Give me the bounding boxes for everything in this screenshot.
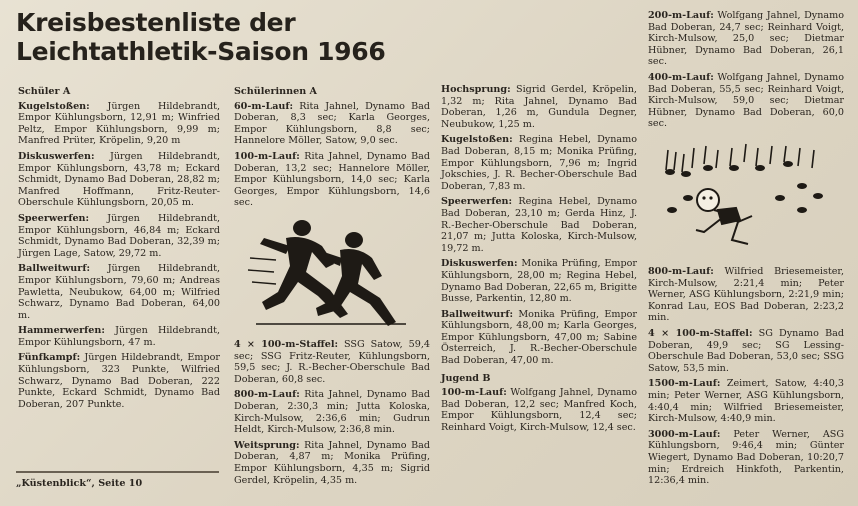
discipline-label: Diskuswerfen: (18, 150, 95, 162)
column-4-top (648, 10, 844, 134)
column-1 (18, 84, 220, 414)
column-divider (16, 471, 219, 473)
discipline-label: 4 × 100-m-Staffel: (648, 327, 753, 339)
column-2-top-entries (234, 101, 430, 209)
column-3 (441, 84, 637, 438)
discipline-label: 60-m-Lauf: (234, 100, 294, 112)
column-3-bottom-entries (441, 387, 637, 433)
discipline-label: 100-m-Lauf: (441, 387, 507, 399)
result-entry (648, 72, 844, 130)
section-heading-schuelerinnen-a: Schülerinnen A (234, 86, 317, 97)
column-2-top (234, 84, 430, 213)
discipline-label: Kugelstoßen: (441, 134, 513, 146)
result-entry (234, 339, 430, 385)
result-text: Regina Hebel, Dynamo Bad Doberan, 23,10 m; Gerda Hinz, J. R.-Becher-Oberschule Bad Doberan, 21,07 m; Jutta Koloska, Kirch-Mulsow, 19,72 m. (441, 196, 637, 254)
result-entry (441, 134, 637, 192)
result-entry (18, 101, 220, 147)
section-heading-jugend-b: Jugend B (441, 372, 491, 384)
result-entry (234, 101, 430, 147)
result-text: Rita Jahnel, Dynamo Bad Doberan, 13,2 sec; Hannelore Möller, Empor Kühlungsborn, 14,0 sec; Karla Georges, Empor Kühlungsborn, 14,6 sec. (234, 150, 430, 209)
result-text: Wolfgang Jahnel, Dynamo Bad Doberan, 55,5 sec; Reinhard Voigt, Kirch-Mulsow, 59,0 sec; Dietmar Hübner, Dynamo Bad Doberan, 60,0 sec. (648, 71, 844, 130)
result-entry (648, 266, 844, 324)
article-title: Kreisbestenliste der Leichtathletik-Saison 1966 (16, 8, 386, 66)
discipline-label: Speerwerfen: (18, 212, 90, 224)
discipline-label: 1500-m-Lauf: (648, 378, 721, 390)
result-text: Wolfgang Jahnel, Dynamo Bad Doberan, 12,2 sec; Manfred Koch, Empor Kühlungsborn, 12,4 sec; Reinhard Voigt, Kirch-Mulsow, 12,4 sec. (441, 387, 637, 434)
column-2-bottom (234, 339, 430, 490)
result-entry (18, 325, 220, 348)
result-text: SG Dynamo Bad Doberan, 49,9 sec; SG Lessing-Oberschule Bad Doberan, 53,0 sec; SSG Satow, 53,5 min. (648, 327, 844, 374)
result-entry (234, 440, 430, 486)
result-entry (441, 387, 637, 433)
discipline-label: 200-m-Lauf: (648, 10, 714, 21)
result-text: Jürgen Hildebrandt, Empor Kühlungsborn, 43,78 m; Eckard Schmidt, Dynamo Bad Doberan, 28,82 m; Manfred Hoffmann, Fritz-Reuter-Oberschule Kühlungsborn, 20,05 m. (18, 150, 220, 209)
result-entry (18, 213, 220, 259)
result-text: Rita Jahnel, Dynamo Bad Doberan, 4,87 m; Monika Prüfing, Empor Kühlungsborn, 4,35 m; Sigrid Gerdel, Kröpelin, 4,35 m. (234, 439, 430, 486)
result-text: Jürgen Hildebrandt, Empor Kühlungsborn, 47 m. (18, 325, 220, 348)
cartoon-runner-illustration (652, 140, 842, 250)
result-text: Sigrid Gerdel, Kröpelin, 1,32 m; Rita Jahnel, Dynamo Bad Doberan, 1,26 m, Gundula Degner, Neubukow, 1,25 m. (441, 84, 637, 130)
result-text: Jürgen Hildebrandt, Empor Kühlungsborn, 46,84 m; Eckard Schmidt, Dynamo Bad Doberan, 32,39 m; Jürgen Lage, Satow, 29,72 m. (18, 212, 220, 259)
result-text: Jürgen Hildebrandt, Empor Kühlungsborn, 323 Punkte, Wilfried Schwarz, Dynamo Bad Doberan, 222 Punkte, Eckard Schmidt, Dynamo Bad Doberan, 207 Punkte. (18, 352, 220, 410)
section-heading-schueler-a: Schüler A (18, 86, 71, 97)
discipline-label: 400-m-Lauf: (648, 71, 714, 83)
result-text: Rita Jahnel, Dynamo Bad Doberan, 8,3 sec; Karla Georges, Empor Kühlungsborn, 8,8 sec; Hannelore Möller, Satow, 9,0 sec. (234, 100, 430, 147)
result-text: Jürgen Hildebrandt, Empor Kühlungsborn, 79,60 m; Andreas Pawletta, Neubukow, 64,00 m; Wilfried Schwarz, Dynamo Bad Doberan, 64,00 m. (18, 263, 220, 321)
footer-source: „Küstenblick“, Seite 10 (16, 478, 143, 489)
result-entry (441, 196, 637, 254)
result-entry (648, 10, 844, 68)
result-entry (441, 258, 637, 304)
result-entry (441, 309, 637, 367)
discipline-label: 100-m-Lauf: (234, 150, 300, 162)
discipline-label: Diskuswerfen: (441, 258, 518, 270)
result-text: Rita Jahnel, Dynamo Bad Doberan, 2:30,3 min; Jutta Koloska, Kirch-Mulsow, 2:36,6 min; Gudrun Heldt, Kirch-Mulsow, 2:36,8 min. (234, 389, 430, 436)
discipline-label: Fünfkampf: (18, 352, 81, 364)
result-entry (648, 328, 844, 374)
discipline-label: 800-m-Lauf: (648, 266, 714, 277)
column-4-bottom (648, 266, 844, 491)
discipline-label: Speerwerfen: (441, 196, 513, 208)
result-text: Jürgen Hildebrandt, Empor Kühlungsborn, 12,91 m; Winfried Peltz, Empor Kühlungsborn, 9,99 m; Manfred Prüter, Kröpelin, 9,20 m (18, 100, 220, 147)
discipline-label: Hammerwerfen: (18, 325, 105, 337)
column-4-bottom-entries (648, 266, 844, 487)
result-text: Wolfgang Jahnel, Dynamo Bad Doberan, 24,7 sec; Reinhard Voigt, Kirch-Mulsow, 25,0 sec; Dietmar Hübner, Dynamo Bad Doberan, 26,1 sec. (648, 10, 844, 68)
discipline-label: Ballweitwurf: (441, 308, 514, 320)
discipline-label: 3000-m-Lauf: (648, 428, 721, 440)
result-entry (441, 84, 637, 130)
result-text: Zeimert, Satow, 4:40,3 min; Peter Werner, ASG Kühlungsborn, 4:40,4 min; Wilfried Briesemeister, Kirch-Mulsow, 4:40,9 min. (648, 378, 844, 425)
result-entry (18, 352, 220, 410)
discipline-label: Ballweitwurf: (18, 263, 91, 275)
column-1-entries (18, 101, 220, 411)
result-text: Monika Prüfing, Empor Kühlungsborn, 48,00 m; Karla Georges, Empor Kühlungsborn, 47,00 m; Sabine Österreich, J. R.-Becher-Oberschule Bad Doberan, 47,00 m. (441, 308, 637, 367)
column-2-bottom-entries (234, 339, 430, 486)
result-text: Peter Werner, ASG Kühlungsborn, 9:46,4 min; Günter Wiegert, Dynamo Bad Doberan, 10:20,7 min; Erdreich Hinkfoth, Parkentin, 12:36,4 min. (648, 428, 844, 487)
result-text: SSG Satow, 59,4 sec; SSG Fritz-Reuter, Kühlungsborn, 59,5 sec; J. R.-Becher-Oberschule Bad Doberan, 60,8 sec. (234, 339, 430, 385)
result-entry (648, 429, 844, 487)
result-text: Wilfried Briesemeister, Kirch-Mulsow, 2:21,4 min; Peter Werner, ASG Kühlungsborn, 2:21,9 min; Konrad Lau, EOS Bad Doberan, 2:23,2 min. (648, 266, 844, 324)
result-entry (234, 151, 430, 209)
result-entry (18, 151, 220, 209)
result-text: Regina Hebel, Dynamo Bad Doberan, 8,15 m; Monika Prüfing, Empor Kühlungsborn, 7,96 m; Ingrid Jokschies, J. R. Becher-Oberschule Bad Doberan, 7,83 m. (441, 134, 637, 192)
runners-illustration (246, 206, 416, 330)
column-4-top-entries (648, 10, 844, 130)
discipline-label: 4 × 100-m-Staffel: (234, 339, 339, 350)
discipline-label: Kugelstoßen: (18, 100, 90, 112)
result-entry (648, 378, 844, 424)
discipline-label: Hochsprung: (441, 84, 511, 95)
discipline-label: 800-m-Lauf: (234, 389, 300, 401)
result-text: Monika Prüfing, Empor Kühlungsborn, 28,00 m; Regina Hebel, Dynamo Bad Doberan, 22,65 m, Brigitte Busse, Parkentin, 12,80 m. (441, 258, 637, 305)
result-entry (234, 389, 430, 435)
discipline-label: Weitsprung: (234, 439, 300, 451)
column-3-top-entries (441, 84, 637, 367)
result-entry (18, 263, 220, 321)
